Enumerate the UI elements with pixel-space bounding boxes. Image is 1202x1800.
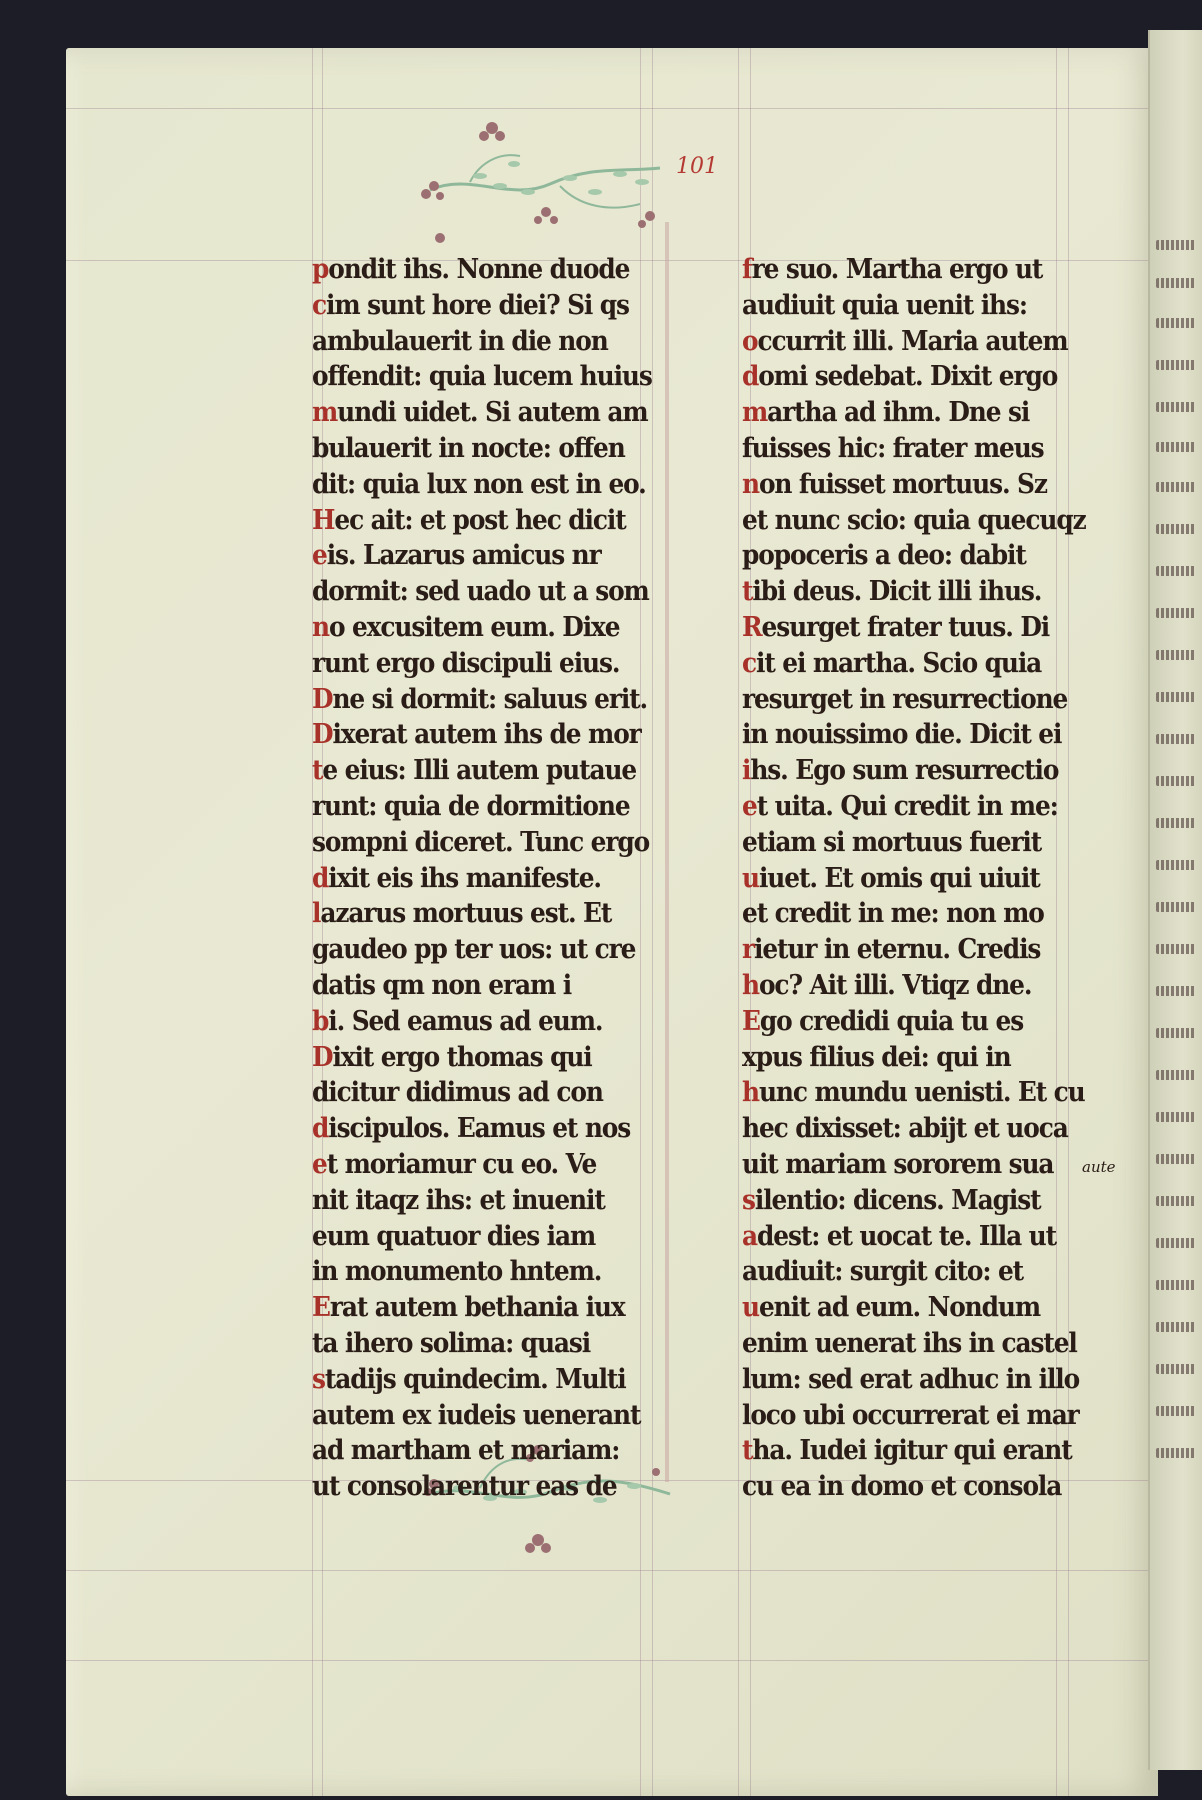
text-line: dicitur didimus ad con: [312, 1077, 603, 1109]
text-line: ta ihero solima: quasi: [312, 1327, 591, 1359]
text-line: ad martham et mariam:: [312, 1435, 620, 1467]
text-line: uenit ad eum. Nondum: [742, 1292, 1041, 1324]
text-line: ambulauerit in die non: [312, 325, 608, 357]
text-line: runt ergo discipuli eius.: [312, 647, 620, 679]
text-line: occurrit illi. Maria autem: [742, 325, 1068, 357]
text-line: uiuet. Et omis qui uiuit: [742, 862, 1040, 894]
text-line: hoc? Ait illi. Vtiqz dne.: [742, 969, 1032, 1001]
text-line: nit itaqz ihs: et inuenit: [312, 1184, 605, 1216]
text-line: ihs. Ego sum resurrectio: [742, 755, 1059, 787]
text-line: enim uenerat ihs in castel: [742, 1327, 1077, 1359]
text-column-left: [312, 252, 664, 1505]
text-line: hec dixisset: abijt et uoca: [742, 1113, 1068, 1145]
folio-number: 101: [676, 154, 718, 179]
text-line: Dixerat autem ihs de mor: [312, 719, 641, 751]
text-line: Hec ait: et post hec dicit: [312, 504, 626, 536]
text-line: runt: quia de dormitione: [312, 790, 630, 822]
text-line: tha. Iudei igitur qui erant: [742, 1435, 1072, 1467]
ruling-line: [66, 1570, 1158, 1571]
text-line: Dixit ergo thomas qui: [312, 1041, 592, 1073]
text-line: bi. Sed eamus ad eum.: [312, 1005, 603, 1037]
text-line: eum quatuor dies iam: [312, 1220, 596, 1252]
text-line: cu ea in domo et consola: [742, 1471, 1062, 1503]
text-line: adest: et uocat te. Illa ut: [742, 1220, 1056, 1252]
adjacent-leaf-edge: [1148, 30, 1202, 1770]
text-line: loco ubi occurrerat ei mar: [742, 1399, 1079, 1431]
text-line: cit ei martha. Scio quia: [742, 647, 1042, 679]
ruling-line: [66, 1660, 1158, 1661]
text-line: martha ad ihm. Dne si: [742, 397, 1030, 429]
text-line: discipulos. Eamus et nos: [312, 1113, 631, 1145]
text-line: sompni diceret. Tunc ergo: [312, 826, 650, 858]
text-line: rietur in eternu. Credis: [742, 934, 1041, 966]
text-line: domi sedebat. Dixit ergo: [742, 361, 1058, 393]
text-line: Erat autem bethania iux: [312, 1292, 625, 1324]
text-line: gaudeo pp ter uos: ut cre: [312, 934, 636, 966]
text-line: fre suo. Martha ergo ut: [742, 254, 1043, 285]
text-line: te eius: Illi autem putaue: [312, 755, 637, 787]
text-line: Ego credidi quia tu es: [742, 1005, 1024, 1037]
ruling-line: [738, 48, 739, 1796]
text-line: Dne si dormit: saluus erit.: [312, 683, 648, 715]
text-line: dixit eis ihs manifeste.: [312, 862, 601, 894]
text-line: fuisses hic: frater meus: [742, 432, 1044, 464]
ruling-line: [66, 108, 1158, 109]
text-line: uit mariam sororem sua: [742, 1148, 1054, 1180]
text-line: xpus filius dei: qui in: [742, 1041, 1011, 1073]
text-line: popoceris a deo: dabit: [742, 540, 1026, 572]
text-line: mundi uidet. Si autem am: [312, 397, 648, 429]
text-line: datis qm non eram i: [312, 969, 572, 1001]
text-line: lum: sed erat adhuc in illo: [742, 1363, 1080, 1395]
text-line: non fuisset mortuus. Sz: [742, 468, 1047, 500]
text-line: et credit in me: non mo: [742, 898, 1044, 930]
text-line: cim sunt hore diei? Si qs: [312, 289, 629, 321]
text-line: eis. Lazarus amicus nr: [312, 540, 601, 572]
text-line: lazarus mortuus est. Et: [312, 898, 612, 930]
text-line: audiuit quia uenit ihs:: [742, 289, 1027, 321]
text-line: silentio: dicens. Magist: [742, 1184, 1041, 1216]
text-line: no excusitem eum. Dixe: [312, 611, 620, 643]
text-line: dit: quia lux non est in eo.: [312, 468, 646, 500]
text-line: in monumento hntem.: [312, 1256, 602, 1288]
text-line: audiuit: surgit cito: et: [742, 1256, 1024, 1288]
text-line: in nouissimo die. Dicit ei: [742, 719, 1062, 751]
text-line: et nunc scio: quia quecuqz: [742, 504, 1086, 536]
text-line: autem ex iudeis uenerant: [312, 1399, 641, 1431]
text-line: et uita. Qui credit in me:: [742, 790, 1058, 822]
text-line: stadijs quindecim. Multi: [312, 1363, 626, 1395]
text-line: etiam si mortuus fuerit: [742, 826, 1042, 858]
text-column-right: [742, 252, 1092, 1505]
text-line: hunc mundu uenisti. Et cu: [742, 1077, 1085, 1109]
text-line: offendit: quia lucem huius: [312, 361, 652, 393]
text-line: et moriamur cu eo. Ve: [312, 1148, 597, 1180]
margin-annotation: aute: [1082, 1158, 1116, 1176]
text-line: dormit: sed uado ut a som: [312, 576, 649, 608]
text-line: pondit ihs. Nonne duode: [312, 254, 630, 285]
text-line: Resurget frater tuus. Di: [742, 611, 1050, 643]
text-line: bulauerit in nocte: offen: [312, 432, 625, 464]
text-line: resurget in resurrectione: [742, 683, 1068, 715]
top-vine-flourish: [410, 112, 680, 252]
text-line: ut consolarentur eas de: [312, 1471, 617, 1503]
text-line: tibi deus. Dicit illi ihus.: [742, 576, 1042, 608]
